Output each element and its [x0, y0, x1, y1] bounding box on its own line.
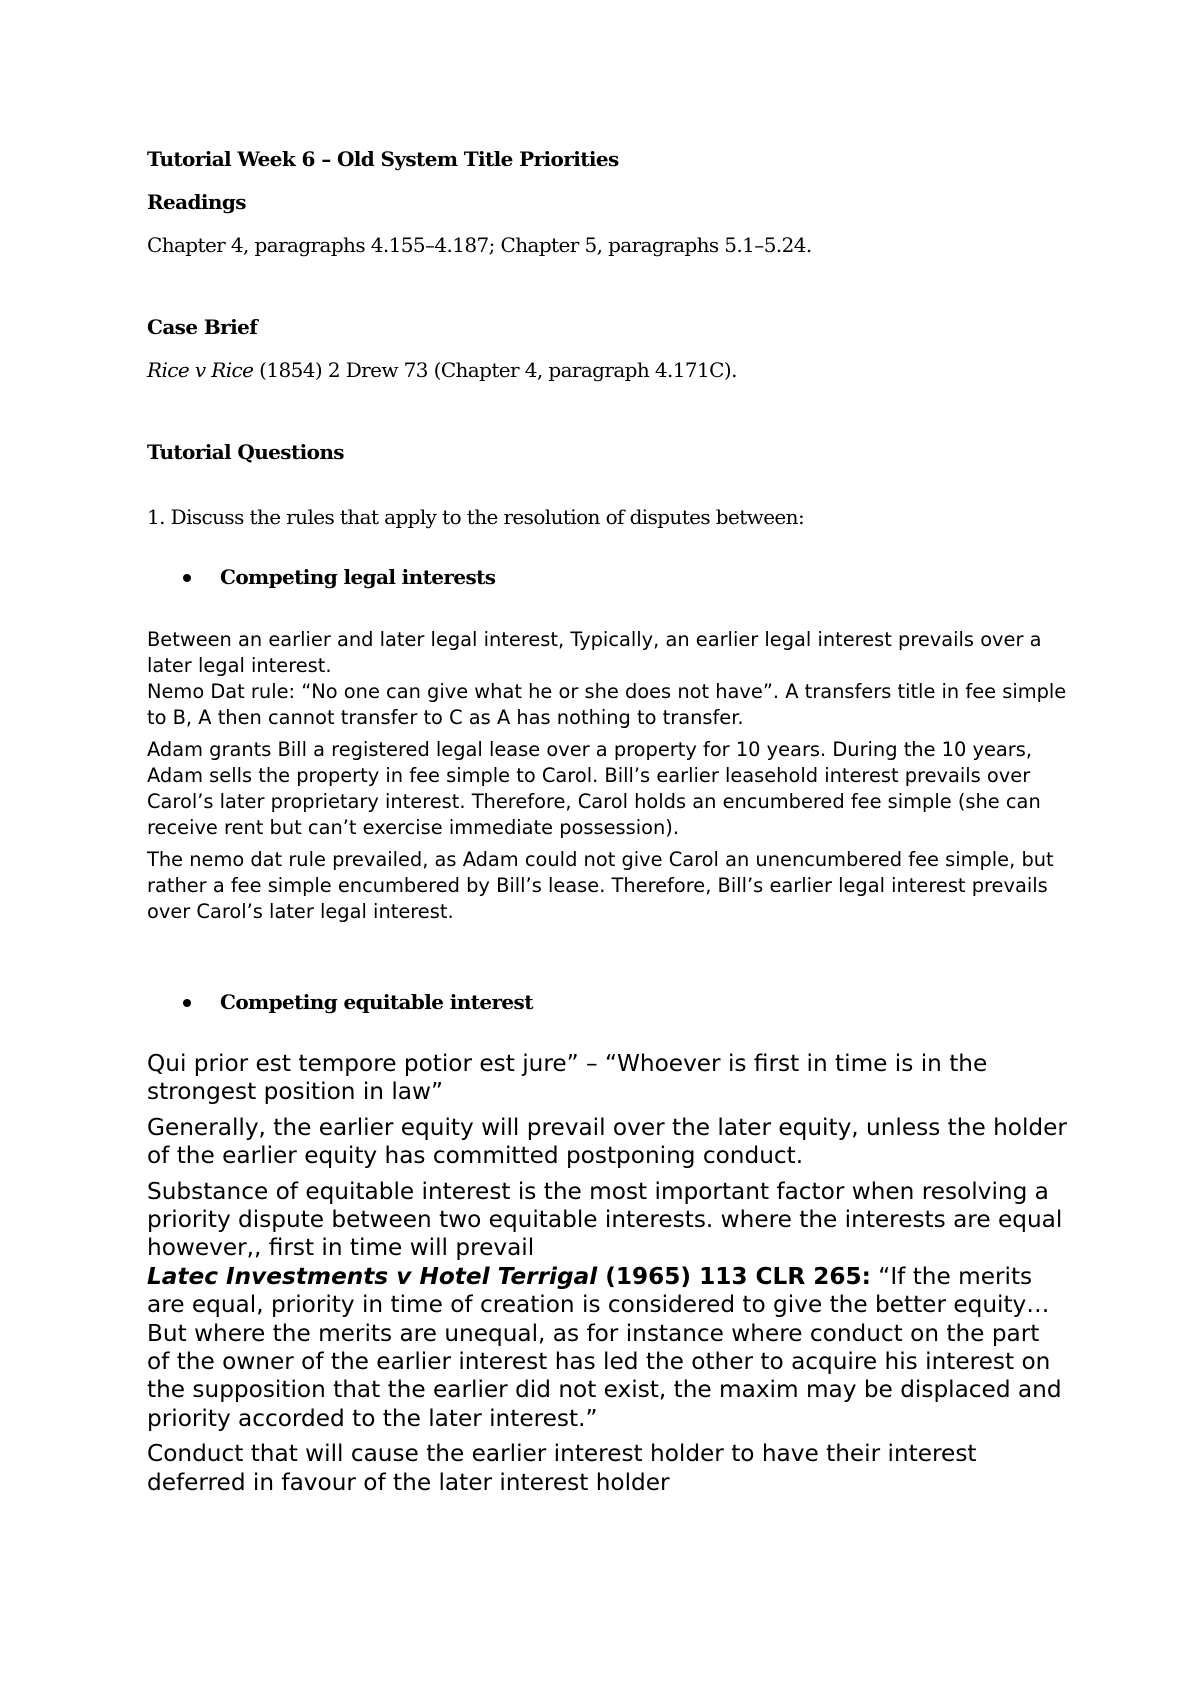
- case-brief-text: [147, 358, 1067, 382]
- equitable-paragraph-2: Generally, the earlier equity will prevail over the later equity, unless the holder of the earlier equity has committed postponing conduct.: [147, 1113, 1067, 1170]
- case-brief-heading: Case Brief: [147, 315, 258, 339]
- legal-paragraph-3: The nemo dat rule prevailed, as Adam could not give Carol an unencumbered fee simple, but rather a fee simple encumbered by Bill’s lease. Therefore, Bill’s earlier legal interest prevails over Carol’s later legal interest.: [147, 848, 1054, 923]
- bullet-label: Competing equitable interest: [220, 990, 533, 1014]
- latec-citation: (1965) 113 CLR 265:: [597, 1262, 871, 1290]
- latec-case-name: Latec Investments v Hotel Terrigal: [147, 1262, 598, 1290]
- equitable-paragraph-3: Substance of equitable interest is the most important factor when resolving a priority dispute between two equitable interests. where the interests are equal however,, first in time will prevail: [147, 1177, 1063, 1262]
- equitable-interests-body: [147, 1050, 1067, 1504]
- equitable-paragraph-5: Conduct that will cause the earlier interest holder to have their interest deferred in favour of the later interest holder: [147, 1440, 977, 1496]
- bullet-label: Competing legal interests: [220, 565, 496, 589]
- legal-paragraph-1b: Nemo Dat rule: “No one can give what he or she does not have”. A transfers title in fee simple to B, A then cannot transfer to C as A has nothing to transfer.: [147, 680, 1067, 729]
- legal-interests-body: [147, 627, 1067, 931]
- latec-quote: “If the merits are equal, priority in time of creation is considered to give the better equity…But where the merits are unequal, as for instance where conduct on the part of the owner of the earlier interest has led the other to acquire his interest on the supposition that the earlier did not exist, the maxim may be displaced and priority accorded to the later interest.”: [147, 1262, 1062, 1432]
- case-name: Rice v Rice: [147, 358, 254, 382]
- case-citation: (1854) 2 Drew 73 (Chapter 4, paragraph 4.171C).: [253, 358, 737, 382]
- equitable-paragraph-4: [147, 1263, 1067, 1433]
- question-1: 1. Discuss the rules that apply to the resolution of disputes between:: [147, 505, 805, 529]
- bullet-icon: [183, 574, 191, 582]
- readings-heading: Readings: [147, 190, 246, 214]
- bullet-icon: [183, 999, 191, 1007]
- equitable-paragraph-1: Qui prior est tempore potior est jure” – “Whoever is first in time is in the strongest position in law”: [147, 1050, 988, 1106]
- legal-paragraph-2: Adam grants Bill a registered legal lease over a property for 10 years. During the 10 years, Adam sells the property in fee simple to Carol. Bill’s earlier leasehold interest prevails over Carol’s later proprietary interest. Therefore, Carol holds an encumbered fee simple (she can receive rent but can’t exercise immediate possession).: [147, 738, 1041, 839]
- readings-text: Chapter 4, paragraphs 4.155–4.187; Chapter 5, paragraphs 5.1–5.24.: [147, 233, 812, 257]
- legal-paragraph-1a: Between an earlier and later legal interest, Typically, an earlier legal interest prevails over a later legal interest.: [147, 628, 1042, 677]
- tutorial-questions-heading: Tutorial Questions: [147, 440, 344, 464]
- document-title: Tutorial Week 6 – Old System Title Priorities: [147, 147, 619, 171]
